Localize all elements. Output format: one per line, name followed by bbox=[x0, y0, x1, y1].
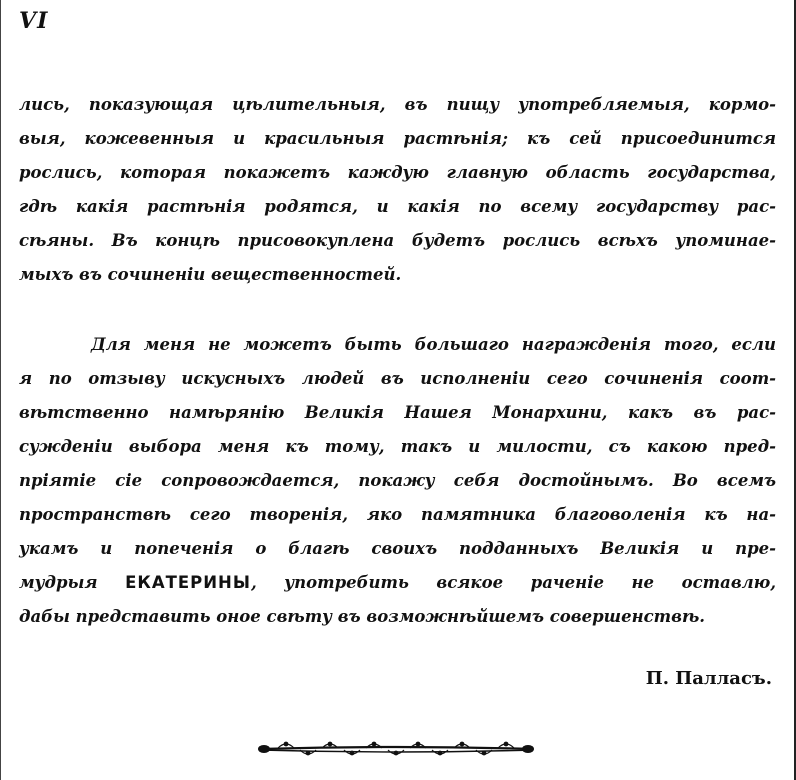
text-segment: , употребить всякое раченіе не оставлю, bbox=[250, 573, 776, 592]
text-line: лись, показующая цѣлительныя, въ пищу употребляемыя, кормо- bbox=[19, 95, 776, 114]
page-number: VI bbox=[19, 8, 49, 34]
text-line: гдѣ какія растѣнія родятся, и какія по всему государству рас- bbox=[19, 197, 776, 216]
text-segment: мудрыя bbox=[19, 573, 98, 592]
text-line: я по отзыву искусныхъ людей въ исполненіи сего сочиненія соот- bbox=[19, 369, 776, 388]
text-line: вѣтственно намѣрянію Великія Нашея Монархини, какъ въ рас- bbox=[19, 403, 776, 422]
text-line: пріятіе сіе сопровождается, покажу себя достойнымъ. Во всемъ bbox=[19, 471, 776, 490]
paragraph-1 bbox=[19, 88, 776, 292]
decorative-vine-ornament-icon bbox=[256, 736, 536, 760]
text-line: рослись, которая покажетъ каждую главную область государства, bbox=[19, 163, 776, 182]
text-line: укамъ и попеченія о благѣ своихъ подданныхъ Великія и пре- bbox=[19, 539, 776, 558]
text-line: сужденіи выбора меня къ тому, такъ и милости, съ какою пред- bbox=[19, 437, 776, 456]
text-line: выя, кожевенныя и красильныя растѣнія; къ сей присоединится bbox=[19, 129, 776, 148]
text-line: Для меня не можетъ быть большаго награжденія того, если bbox=[91, 335, 776, 354]
text-line: дабы представить оное свѣту въ возможнѣйшемъ совершенствѣ. bbox=[19, 607, 706, 626]
author-signature: П. Палласъ. bbox=[645, 668, 772, 689]
text-line: пространствѣ сего творенія, яко памятника благоволенія къ на- bbox=[19, 505, 776, 524]
text-line: мыхъ въ сочиненіи вещественностей. bbox=[19, 265, 402, 284]
paragraph-2 bbox=[19, 328, 776, 634]
text-line-with-name bbox=[19, 566, 776, 600]
text-line: сѣяны. Въ концѣ присовокуплена будетъ рослись всѣхъ упоминае- bbox=[19, 231, 776, 250]
empress-name: ЕКАТЕРИНЫ bbox=[125, 573, 251, 592]
